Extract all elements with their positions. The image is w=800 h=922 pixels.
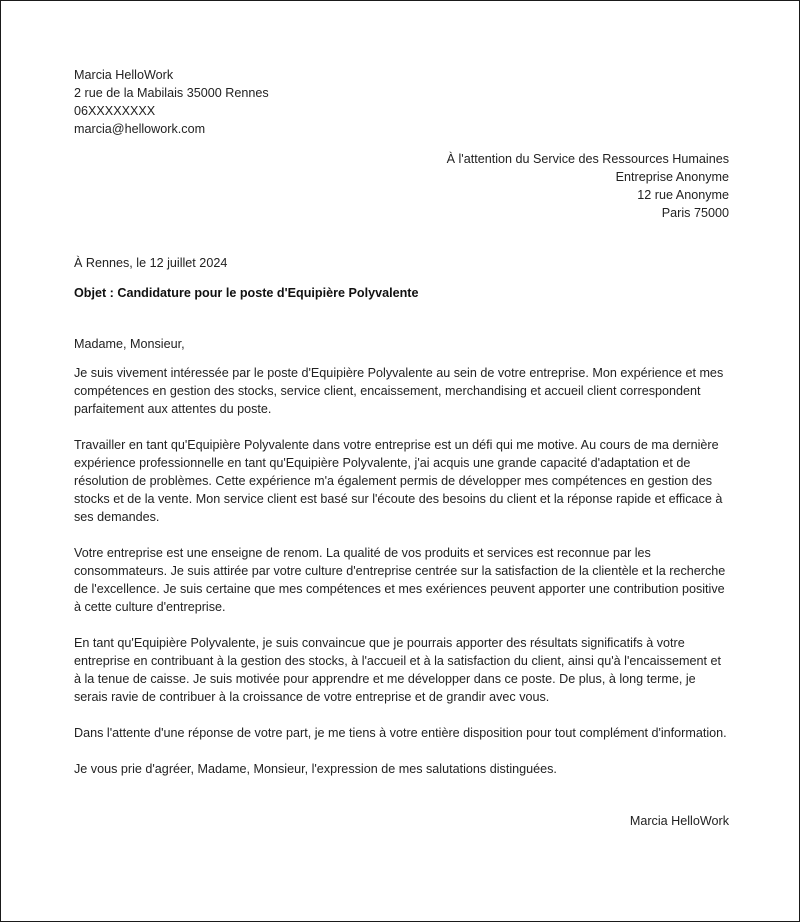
body-paragraph: Je suis vivement intéressée par le poste d'Equipière Polyvalente au sein de votre entreprise. Mon expérience et mes compétences en gestion des stocks, service client, encaissement, merchandising et accueil client correspondent parfaitement aux attentes du poste. xyxy=(74,366,724,416)
sender-name: Marcia HelloWork xyxy=(74,68,174,82)
date-line: À Rennes, le 12 juillet 2024 xyxy=(74,256,228,270)
recipient-city: Paris 75000 xyxy=(661,206,729,220)
recipient-company: Entreprise Anonyme xyxy=(615,170,729,184)
sender-phone: 06XXXXXXXX xyxy=(74,104,156,118)
recipient-street: 12 rue Anonyme xyxy=(637,188,729,202)
cover-letter xyxy=(74,66,729,830)
body-paragraph: Travailler en tant qu'Equipière Polyvalente dans votre entreprise est un défi qui me motive. Au cours de ma dernière expérience professionnelle en tant qu'Equipière Polyvalente, j'ai acquis une grande capacité d'adaptation et de résolution de problèmes. Cette expérience m'a également permis de développer mes compétences en gestion des stocks et de la vente. Mon service client est basé sur l'écoute des besoins du client et la réponse rapide et efficace à ses demandes. xyxy=(74,438,723,524)
body-paragraph: Votre entreprise est une enseigne de renom. La qualité de vos produits et services est reconnue par les consommateurs. Je suis attirée par votre culture d'entreprise centrée sur la satisfaction de la clientèle et la recherche de l'excellence. Je suis certaine que mes compétences et mes exériences peuvent apporter une contribution positive à cette culture d'entreprise. xyxy=(74,546,726,614)
body-paragraph: Dans l'attente d'une réponse de votre part, je me tiens à votre entière disposition pour tout complément d'information. xyxy=(74,726,727,740)
sender-email: marcia@hellowork.com xyxy=(74,122,206,136)
sender-address: 2 rue de la Mabilais 35000 Rennes xyxy=(74,86,269,100)
sender-block xyxy=(74,66,729,138)
subject-line: Objet : Candidature pour le poste d'Equipière Polyvalente xyxy=(74,286,419,300)
body-paragraph: En tant qu'Equipière Polyvalente, je suis convaincue que je pourrais apporter des résultats significatifs à votre entreprise en contribuant à la gestion des stocks, à l'accueil et à la satisfaction du client, ainsi qu'à l'encaissement et à la tenue de caisse. Je suis motivée pour apprendre et me développer dans ce poste. De plus, à long terme, je serais ravie de contribuer à la croissance de votre entreprise et de grandir avec vous. xyxy=(74,636,722,704)
recipient-block xyxy=(74,150,729,222)
closing-formula: Je vous prie d'agréer, Madame, Monsieur, l'expression de mes salutations distinguées. xyxy=(74,762,557,776)
recipient-attention: À l'attention du Service des Ressources Humaines xyxy=(446,152,729,166)
salutation: Madame, Monsieur, xyxy=(74,337,185,351)
signature: Marcia HelloWork xyxy=(629,814,729,828)
